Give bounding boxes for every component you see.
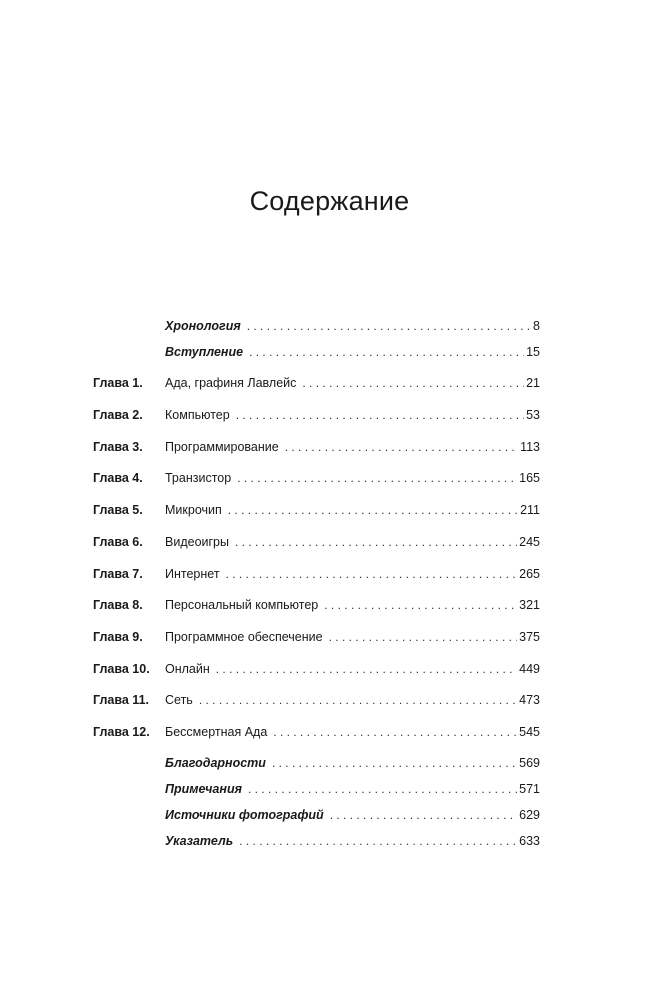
- dot-leader: [249, 343, 524, 361]
- dot-leader: [248, 780, 517, 798]
- dot-leader: [272, 754, 517, 772]
- dot-leader: [236, 406, 524, 424]
- toc-chapter-1[interactable]: [0, 374, 649, 392]
- toc-chapter-5[interactable]: [0, 501, 649, 519]
- chapter-label: Глава 3.: [93, 440, 143, 454]
- dot-leader: [329, 628, 518, 646]
- toc-chapter-9[interactable]: [0, 628, 649, 646]
- toc-entry-page: 265: [519, 567, 540, 581]
- dot-leader: [330, 806, 517, 824]
- toc-entry-page: 15: [526, 345, 540, 359]
- toc-entry-title: Транзистор: [165, 471, 232, 485]
- chapter-label: Глава 1.: [93, 376, 143, 390]
- dot-leader: [324, 596, 517, 614]
- dot-leader: [199, 691, 517, 709]
- toc-entry-back-4[interactable]: [0, 832, 649, 850]
- chapter-label: Глава 9.: [93, 630, 143, 644]
- toc-entry-title: Компьютер: [165, 408, 230, 422]
- toc-entry-title: Благодарности: [165, 756, 266, 770]
- toc-entry-back-1[interactable]: [0, 754, 649, 772]
- chapter-label: Глава 2.: [93, 408, 143, 422]
- toc-entry-page: 53: [526, 408, 540, 422]
- toc-entry-page: 629: [519, 808, 540, 822]
- dot-leader: [247, 317, 531, 335]
- chapter-label: Глава 5.: [93, 503, 143, 517]
- toc-entry-page: 113: [520, 440, 540, 454]
- chapter-label: Глава 6.: [93, 535, 143, 549]
- toc-entry-title: Программное обеспечение: [165, 630, 323, 644]
- toc-entry-page: 375: [519, 630, 540, 644]
- dot-leader: [285, 438, 518, 456]
- toc-entry-page: 321: [519, 598, 540, 612]
- toc-entry-back-3[interactable]: [0, 806, 649, 824]
- toc-chapter-8[interactable]: [0, 596, 649, 614]
- toc-entry-page: 211: [520, 503, 540, 517]
- toc-entry-page: 545: [519, 725, 540, 739]
- toc-entry-back-2[interactable]: [0, 780, 649, 798]
- toc-chapter-10[interactable]: [0, 660, 649, 678]
- toc-entry-front-1[interactable]: [0, 317, 649, 335]
- toc-entry-page: 21: [526, 376, 540, 390]
- dot-leader: [235, 533, 517, 551]
- page-title: Содержание: [249, 186, 410, 216]
- toc-entry-page: 569: [519, 756, 540, 770]
- toc-chapter-4[interactable]: [0, 469, 649, 487]
- toc-chapter-11[interactable]: [0, 691, 649, 709]
- toc-entry-title: Интернет: [165, 567, 220, 581]
- chapter-label: Глава 12.: [93, 725, 150, 739]
- toc-chapter-12[interactable]: [0, 723, 649, 741]
- toc-entry-title: Видеоигры: [165, 535, 229, 549]
- toc-entry-page: 571: [519, 782, 540, 796]
- toc-entry-title: Вступление: [165, 345, 244, 359]
- toc-chapter-3[interactable]: [0, 438, 649, 456]
- toc-entry-title: Источники фотографий: [165, 808, 324, 822]
- dot-leader: [273, 723, 517, 741]
- toc-chapter-2[interactable]: [0, 406, 649, 424]
- toc-entry-page: 633: [519, 834, 540, 848]
- toc-entry-front-2[interactable]: [0, 343, 649, 361]
- toc-chapter-6[interactable]: [0, 533, 649, 551]
- toc-entry-title: Программирование: [165, 440, 279, 454]
- toc-entry-title: Персональный компьютер: [165, 598, 319, 612]
- dot-leader: [239, 832, 517, 850]
- dot-leader: [237, 469, 517, 487]
- toc-entry-page: 165: [519, 471, 540, 485]
- toc-entry-title: Бессмертная Ада: [165, 725, 268, 739]
- chapter-label: Глава 7.: [93, 567, 143, 581]
- toc-entry-title: Хронология: [165, 319, 241, 333]
- dot-leader: [216, 660, 517, 678]
- dot-leader: [226, 565, 518, 583]
- dot-leader: [302, 374, 524, 392]
- toc-entry-page: 473: [519, 693, 540, 707]
- toc-entry-title: Ада, графиня Лавлейс: [165, 376, 297, 390]
- chapter-label: Глава 4.: [93, 471, 143, 485]
- toc-entry-title: Примечания: [165, 782, 242, 796]
- toc-entry-page: 8: [533, 319, 540, 333]
- chapter-label: Глава 11.: [93, 693, 149, 707]
- toc-entry-title: Сеть: [165, 693, 193, 707]
- dot-leader: [228, 501, 518, 519]
- toc-entry-page: 245: [519, 535, 540, 549]
- toc-chapter-7[interactable]: [0, 565, 649, 583]
- toc-entry-page: 449: [519, 662, 540, 676]
- chapter-label: Глава 8.: [93, 598, 143, 612]
- toc-entry-title: Микрочип: [165, 503, 222, 517]
- chapter-label: Глава 10.: [93, 662, 150, 676]
- toc-entry-title: Онлайн: [165, 662, 210, 676]
- toc-entry-title: Указатель: [165, 834, 234, 848]
